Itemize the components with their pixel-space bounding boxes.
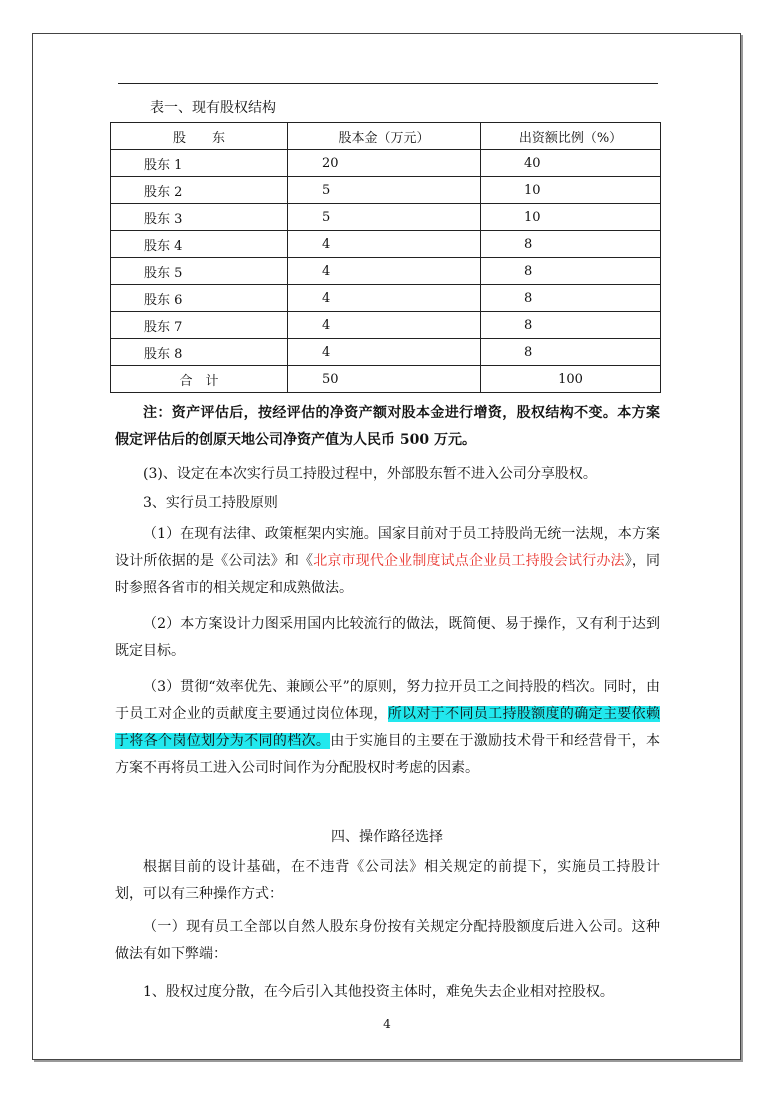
cell-total-label: 合 计 (111, 366, 288, 393)
cell-total-ratio: 100 (481, 366, 661, 393)
cell-ratio: 10 (481, 177, 661, 204)
cell-capital: 4 (288, 285, 481, 312)
table-row (111, 150, 661, 177)
table-row (111, 339, 661, 366)
table-row (111, 285, 661, 312)
cell-shareholder: 股东 5 (111, 258, 288, 285)
cell-capital: 4 (288, 258, 481, 285)
cell-shareholder: 股东 6 (111, 285, 288, 312)
cell-shareholder: 股东 3 (111, 204, 288, 231)
column-header-shareholder: 股 东 (111, 123, 288, 150)
paragraph-option-1: （一）现有员工全部以自然人股东身份按有关规定分配持股额度后进入公司。这种做法有如下弊端： (115, 919, 660, 962)
table-total-row (111, 366, 661, 393)
paragraph-principle-1 (115, 521, 660, 602)
cell-capital: 4 (288, 312, 481, 339)
header-rule (118, 83, 658, 84)
paragraph-principle-2: （2）本方案设计力图采用国内比较流行的做法，既简便、易于操作，又有利于达到既定目标。 (115, 616, 660, 659)
principle-1-text: （1）在现有法律、政策框架内实施。国家目前对于员工持股尚无统一法规，本方案设计所依据的是《公司法》和《 (115, 526, 660, 569)
cell-ratio: 8 (481, 339, 661, 366)
cell-capital: 4 (288, 339, 481, 366)
paragraph-external-shareholders: (3)、设定在本次实行员工持股过程中，外部股东暂不进入公司分享股权。 (143, 466, 597, 482)
cell-shareholder: 股东 8 (111, 339, 288, 366)
cell-shareholder: 股东 2 (111, 177, 288, 204)
cell-ratio: 8 (481, 312, 661, 339)
cell-ratio: 8 (481, 258, 661, 285)
cell-ratio: 10 (481, 204, 661, 231)
cell-ratio: 8 (481, 231, 661, 258)
regulation-reference: 北京市现代企业制度试点企业员工持股会试行办法 (313, 553, 625, 569)
paragraph-drawback-1: 1、股权过度分散，在今后引入其他投资主体时，难免失去企业相对控股权。 (143, 984, 614, 1000)
column-header-capital: 股本金（万元） (288, 123, 481, 150)
table-row (111, 258, 661, 285)
table-header-row (111, 123, 661, 150)
table-row (111, 312, 661, 339)
cell-capital: 4 (288, 231, 481, 258)
paragraph-principle-3 (115, 674, 660, 782)
cell-shareholder: 股东 7 (111, 312, 288, 339)
principle-3-text-end: 由于实施目的主要在于激励技术骨干和经营骨干，本方案不再将员工进入公司时间作为分配股权时考虑的因素。 (115, 733, 661, 776)
cell-capital: 20 (288, 150, 481, 177)
equity-structure-table (110, 122, 661, 393)
cell-ratio: 8 (481, 285, 661, 312)
cell-shareholder: 股东 4 (111, 231, 288, 258)
cell-ratio: 40 (481, 150, 661, 177)
heading-principles: 3、实行员工持股原则 (143, 495, 278, 511)
principle-1-text-end: 》，同时参照各省市的相关规定和成熟做法。 (115, 553, 661, 596)
table-row (111, 177, 661, 204)
page-number: 4 (383, 1017, 391, 1031)
cell-capital: 5 (288, 204, 481, 231)
cell-capital: 5 (288, 177, 481, 204)
section-title: 四、操作路径选择 (331, 829, 443, 845)
highlighted-text: 所以对于不同员工持股额度的确定主要依赖于将各个岗位划分为不同的档次。 (115, 706, 661, 749)
principle-3-text: （3）贯彻“效率优先、兼顾公平”的原则，努力拉开员工之间持股的档次。同时，由于员工对企业的贡献度主要通过岗位体现， (115, 679, 660, 722)
cell-total-capital: 50 (288, 366, 481, 393)
paragraph-operation-intro: 根据目前的设计基础，在不违背《公司法》相关规定的前提下，实施员工持股计划，可以有三种操作方式： (115, 859, 660, 902)
table-caption: 表一、现有股权结构 (150, 100, 276, 116)
table-row (111, 231, 661, 258)
column-header-ratio: 出资额比例（%） (481, 123, 661, 150)
table-note: 注：资产评估后，按经评估的净资产额对股本金进行增资，股权结构不变。本方案假定评估后的创原天地公司净资产值为人民币 500 万元。 (115, 405, 660, 448)
cell-shareholder: 股东 1 (111, 150, 288, 177)
table-row (111, 204, 661, 231)
